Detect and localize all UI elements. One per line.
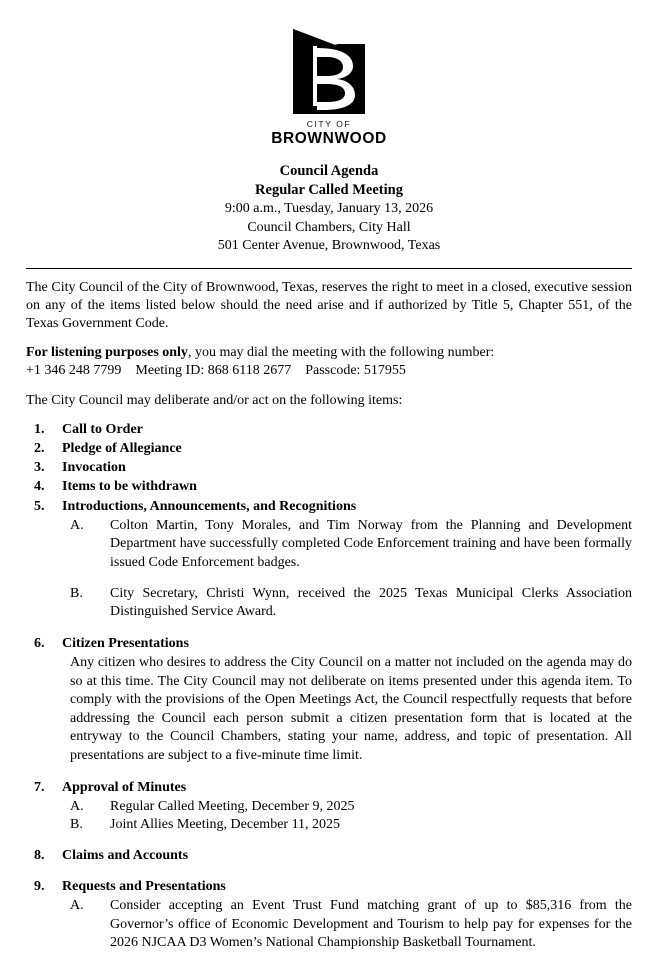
agenda-item-9a (26, 897, 632, 953)
dial-in-line (26, 362, 632, 380)
agenda-item-7b-text: Joint Allies Meeting, December 11, 2025 (110, 816, 341, 832)
agenda-item-6-number: 6. (34, 635, 45, 651)
agenda-item-5-title: Introductions, Announcements, and Recognitions (62, 498, 357, 514)
dial-number: +1 346 248 7799 (26, 363, 122, 379)
meeting-location: Council Chambers, City Hall (247, 219, 411, 235)
agenda-item-9-number: 9. (34, 878, 45, 894)
agenda-item-7a (26, 798, 632, 816)
agenda-item-5b-letter: B. (70, 585, 83, 601)
agenda-item-4-title: Items to be withdrawn (62, 479, 197, 495)
agenda-item-2 (26, 440, 632, 458)
agenda-item-7 (26, 779, 632, 797)
logo-city-of-text: CITY OF (306, 119, 352, 129)
agenda-item-5b-text: City Secretary, Christi Wynn, received the 2025 Texas Municipal Clerks Association Distinguished Service Award. (110, 585, 632, 620)
agenda-item-5-number: 5. (34, 498, 45, 514)
city-logo (26, 26, 632, 148)
listening-notice-bold: For listening purposes only (26, 345, 188, 361)
agenda-item-8-number: 8. (34, 847, 45, 863)
agenda-item-5a-text: Colton Martin, Tony Morales, and Tim Norway from the Planning and Development Department have successfully completed Code Enforcement training and have been formally issued Code Enforcement badges. (110, 517, 632, 570)
meeting-address: 501 Center Avenue, Brownwood, Texas (217, 238, 441, 254)
listening-notice-rest: , you may dial the meeting with the following number: (187, 345, 495, 361)
closed-session-notice: The City Council of the City of Brownwood, Texas, reserves the right to meet in a closed, executive session on any of the items listed below should the need arise and if authorized by Title 5, Chapter 551, of the Texas Government Code. (26, 279, 632, 332)
agenda-item-5 (26, 498, 632, 516)
agenda-item-7a-letter: A. (70, 798, 84, 814)
agenda-item-8-title: Claims and Accounts (62, 847, 189, 863)
agenda-item-9-title: Requests and Presentations (62, 878, 226, 894)
agenda-item-1-title: Call to Order (62, 421, 143, 437)
meeting-type: Regular Called Meeting (255, 182, 403, 199)
passcode: Passcode: 517955 (305, 363, 406, 379)
agenda-item-6 (26, 635, 632, 653)
meeting-datetime: 9:00 a.m., Tuesday, January 13, 2026 (224, 201, 434, 217)
agenda-item-3-number: 3. (34, 460, 45, 476)
header-divider (26, 268, 632, 269)
logo-city-name-text: BROWNWOOD (271, 130, 387, 147)
agenda-item-7b-letter: B. (70, 816, 83, 832)
agenda-item-9a-letter: A. (70, 897, 84, 913)
agenda-item-5a-letter: A. (70, 517, 84, 533)
agenda-item-7-number: 7. (34, 779, 45, 795)
agenda-item-6-title: Citizen Presentations (62, 635, 189, 651)
agenda-item-7a-text: Regular Called Meeting, December 9, 2025 (110, 798, 355, 814)
brownwood-b-logo-icon (283, 26, 375, 118)
agenda-item-9 (26, 878, 632, 896)
deliberate-notice: The City Council may deliberate and/or act on the following items: (26, 392, 403, 408)
agenda-title-block (26, 162, 632, 256)
agenda-title: Council Agenda (279, 163, 379, 179)
agenda-item-3 (26, 459, 632, 477)
agenda-item-8 (26, 847, 632, 865)
agenda-item-2-title: Pledge of Allegiance (62, 440, 182, 456)
agenda-item-6-paragraph: Any citizen who desires to address the City Council on a matter not included on the agenda may do so at this time. The City Council may not deliberate on items presented under this agenda item. To comply with the provisions of the Open Meetings Act, the Council respectfully requests that before addressing the Council each person submit a citizen presentation form that is located at the entryway to the Council Chambers, stating your name, address, and topic of presentation. All presentations are subject to a five-minute time limit. (70, 654, 632, 763)
agenda-item-1 (26, 421, 632, 439)
agenda-item-9a-text: Consider accepting an Event Trust Fund matching grant of up to $85,316 from the Governor’s office of Economic Development and Tourism to help pay for expenses for the 2026 NJCAA D3 Women’s National Championship Basketball Tournament. (110, 897, 632, 951)
listening-notice (26, 344, 632, 362)
agenda-item-4-number: 4. (34, 479, 45, 495)
agenda-item-5b (26, 585, 632, 622)
meeting-id: Meeting ID: 868 6118 2677 (135, 363, 292, 379)
agenda-item-2-number: 2. (34, 440, 45, 456)
agenda-item-1-number: 1. (34, 421, 45, 437)
agenda-item-7b (26, 816, 632, 834)
agenda-item-5a (26, 517, 632, 573)
agenda-item-7-title: Approval of Minutes (62, 779, 187, 795)
agenda-item-4 (26, 478, 632, 496)
agenda-item-3-title: Invocation (62, 460, 126, 476)
